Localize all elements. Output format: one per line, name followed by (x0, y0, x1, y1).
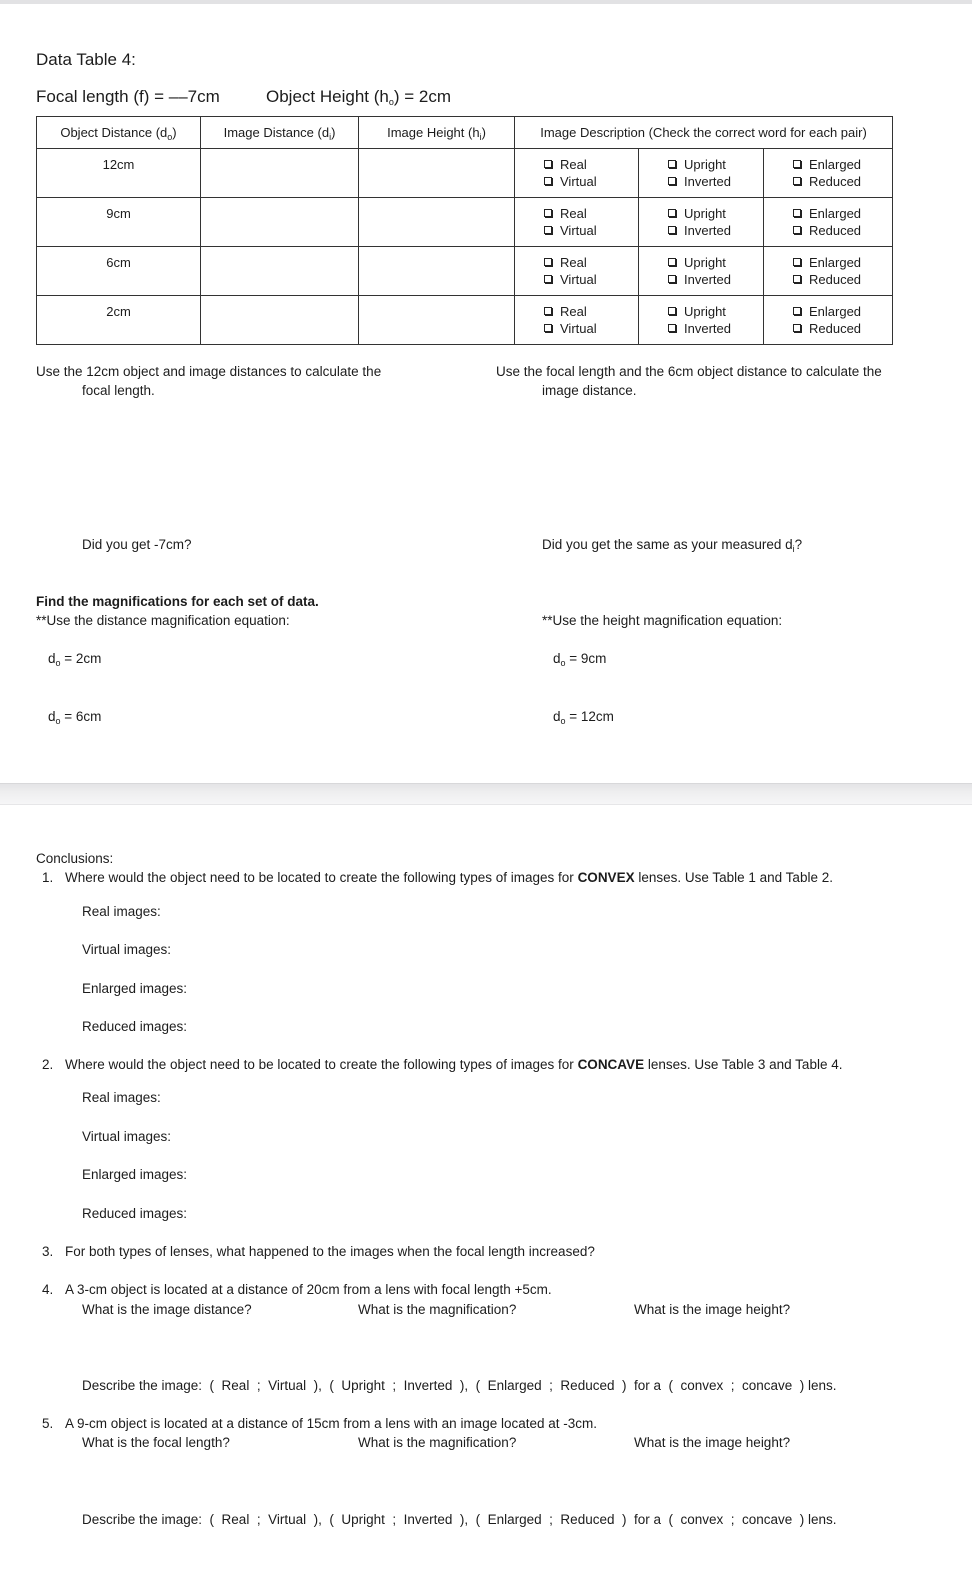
checkbox-label: Upright (684, 157, 726, 172)
check-right: Did you get the same as your measured $d_i$? (542, 537, 803, 554)
table-row (37, 198, 893, 247)
q2-enlarged-images: Enlarged images: (82, 1167, 188, 1182)
checkbox-icon[interactable] (544, 226, 552, 234)
description-cell-pair2 (639, 247, 764, 296)
object-distance-cell: 2cm (37, 296, 201, 345)
image-distance-cell[interactable] (201, 296, 359, 345)
checkbox-label: Real (560, 304, 587, 319)
q5-number: 5. (42, 1416, 54, 1431)
checkbox-icon[interactable] (544, 209, 552, 217)
checkbox-icon[interactable] (668, 177, 676, 185)
description-cell-pair3 (764, 149, 893, 198)
description-cell-pair2 (639, 296, 764, 345)
checkbox-icon[interactable] (544, 160, 552, 168)
description-cell-pair1 (515, 296, 639, 345)
header-object-distance: Object Distance $(d_o)$ (37, 117, 201, 149)
focal-length-label: Focal length (f) = ––7cm (36, 87, 220, 106)
data-table-4 (36, 116, 893, 345)
q2-number: 2. (42, 1057, 54, 1072)
checkbox-label: Enlarged (809, 304, 862, 319)
checkbox-label: Real (560, 255, 587, 270)
checkbox-icon[interactable] (668, 160, 676, 168)
checkbox-icon[interactable] (544, 258, 552, 266)
checkbox-label: Virtual (560, 223, 597, 238)
checkbox-option[interactable] (544, 222, 638, 239)
checkbox-icon[interactable] (668, 275, 676, 283)
checkbox-icon[interactable] (668, 307, 676, 315)
focal-length-value: ––7cm (168, 87, 220, 106)
checkbox-icon[interactable] (793, 258, 801, 266)
checkbox-icon[interactable] (793, 307, 801, 315)
q2-real-images: Real images: (82, 1090, 161, 1105)
checkbox-icon[interactable] (793, 209, 801, 217)
checkbox-label: Upright (684, 206, 726, 221)
checkbox-option[interactable] (544, 205, 638, 222)
q5-focal-length: What is the focal length? (82, 1435, 230, 1450)
checkbox-option[interactable] (544, 254, 638, 271)
checkbox-option[interactable] (544, 320, 638, 337)
checkbox-label: Enlarged (809, 255, 862, 270)
image-height-cell[interactable] (359, 296, 515, 345)
checkbox-label: Inverted (684, 272, 731, 287)
mag-left-do-6: $d_o = 6cm$ (48, 709, 102, 726)
calc-right-line1: Use the focal length and the 6cm object distance to calculate the (496, 364, 882, 379)
checkbox-option[interactable] (544, 303, 638, 320)
description-cell-pair2 (639, 149, 764, 198)
check-left: Did you get -7cm? (82, 537, 192, 552)
checkbox-icon[interactable] (793, 324, 801, 332)
table-row (37, 149, 893, 198)
checkbox-icon[interactable] (793, 275, 801, 283)
q2-text: Where would the object need to be located to create the following types of images for CONCAVE lenses. Use Table 3 and Table 4. (65, 1057, 843, 1072)
checkbox-icon[interactable] (544, 324, 552, 332)
description-cell-pair3 (764, 198, 893, 247)
checkbox-icon[interactable] (668, 324, 676, 332)
q3-number: 3. (42, 1244, 54, 1259)
description-cell-pair3 (764, 296, 893, 345)
checkbox-icon[interactable] (668, 226, 676, 234)
q5-magnification: What is the magnification? (358, 1435, 517, 1450)
checkbox-option[interactable] (793, 156, 892, 173)
q5-image-height: What is the image height? (634, 1435, 791, 1450)
q3-text: For both types of lenses, what happened to the images when the focal length increased? (65, 1244, 595, 1259)
q4-describe-image: Describe the image: ( Real ; Virtual ), ( Upright ; Inverted ), ( Enlarged ; Reduced ) for a ( convex ; concave ) lens. (82, 1378, 837, 1393)
q4-magnification: What is the magnification? (358, 1302, 517, 1317)
checkbox-label: Virtual (560, 272, 597, 287)
checkbox-option[interactable] (793, 205, 892, 222)
image-height-cell[interactable] (359, 247, 515, 296)
checkbox-option[interactable] (793, 222, 892, 239)
checkbox-option[interactable] (668, 320, 763, 337)
q2-virtual-images: Virtual images: (82, 1129, 172, 1144)
checkbox-label: Real (560, 157, 587, 172)
q4-number: 4. (42, 1282, 54, 1297)
q5-text: A 9-cm object is located at a distance of 15cm from a lens with an image located at -3cm. (65, 1416, 598, 1431)
top-border (0, 0, 972, 4)
page-break (0, 783, 972, 805)
checkbox-label: Enlarged (809, 157, 862, 172)
checkbox-label: Reduced (809, 174, 862, 189)
checkbox-option[interactable] (793, 254, 892, 271)
checkbox-icon[interactable] (793, 226, 801, 234)
image-distance-cell[interactable] (201, 247, 359, 296)
description-cell-pair3 (764, 247, 893, 296)
checkbox-option[interactable] (544, 156, 638, 173)
magnification-right-instruction: **Use the height magnification equation: (542, 613, 783, 628)
checkbox-label: Enlarged (809, 206, 862, 221)
checkbox-label: Inverted (684, 321, 731, 336)
description-cell-pair2 (639, 198, 764, 247)
image-distance-cell[interactable] (201, 198, 359, 247)
checkbox-label: Reduced (809, 321, 862, 336)
checkbox-icon[interactable] (668, 258, 676, 266)
description-cell-pair1 (515, 149, 639, 198)
checkbox-option[interactable] (544, 271, 638, 288)
q1-enlarged-images: Enlarged images: (82, 981, 188, 996)
q5-describe-image: Describe the image: ( Real ; Virtual ), ( Upright ; Inverted ), ( Enlarged ; Reduced ) for a ( convex ; concave ) lens. (82, 1512, 837, 1527)
image-height-cell[interactable] (359, 198, 515, 247)
checkbox-label: Reduced (809, 223, 862, 238)
mag-right-do-9: $d_o = 9cm$ (553, 651, 607, 668)
mag-right-do-12: $d_o = 12cm$ (553, 709, 614, 726)
checkbox-label: Virtual (560, 321, 597, 336)
header-image-height: Image Height $(h_i)$ (359, 117, 515, 149)
checkbox-option[interactable] (793, 173, 892, 190)
checkbox-icon[interactable] (793, 160, 801, 168)
description-cell-pair1 (515, 247, 639, 296)
header-image-description: Image Description (Check the correct word for each pair) (515, 117, 893, 149)
checkbox-label: Real (560, 206, 587, 221)
mag-left-do-2: $d_o = 2cm$ (48, 651, 102, 668)
checkbox-label: Upright (684, 255, 726, 270)
checkbox-label: Virtual (560, 174, 597, 189)
checkbox-icon[interactable] (544, 307, 552, 315)
object-distance-cell: 6cm (37, 247, 201, 296)
q1-number: 1. (42, 870, 54, 885)
conclusions-title: Conclusions: (36, 851, 114, 866)
magnification-heading: Find the magnifications for each set of data. (36, 594, 319, 609)
table-row (37, 296, 893, 345)
object-distance-cell: 12cm (37, 149, 201, 198)
calc-left-line1: Use the 12cm object and image distances to calculate the (36, 364, 382, 379)
checkbox-option[interactable] (668, 222, 763, 239)
checkbox-label: Inverted (684, 223, 731, 238)
description-cell-pair1 (515, 198, 639, 247)
calc-right-line2: image distance. (542, 383, 637, 398)
checkbox-icon[interactable] (793, 177, 801, 185)
checkbox-icon[interactable] (668, 209, 676, 217)
object-height-label: Object Height $(h_o) = 2cm$ (266, 87, 452, 107)
q2-reduced-images: Reduced images: (82, 1206, 188, 1221)
header-image-distance: Image Distance $(d_i)$ (201, 117, 359, 149)
q1-real-images: Real images: (82, 904, 161, 919)
q1-text: Where would the object need to be located to create the following types of images for CONVEX lenses. Use Table 1 and Table 2. (65, 870, 833, 885)
image-height-cell[interactable] (359, 149, 515, 198)
checkbox-label: Reduced (809, 272, 862, 287)
checkbox-option[interactable] (793, 303, 892, 320)
object-distance-cell: 9cm (37, 198, 201, 247)
checkbox-icon[interactable] (544, 177, 552, 185)
checkbox-label: Upright (684, 304, 726, 319)
image-distance-cell[interactable] (201, 149, 359, 198)
checkbox-label: Inverted (684, 174, 731, 189)
checkbox-option[interactable] (793, 320, 892, 337)
q1-virtual-images: Virtual images: (82, 942, 172, 957)
checkbox-option[interactable] (544, 173, 638, 190)
checkbox-option[interactable] (668, 303, 763, 320)
page-title: Data Table 4: (36, 50, 136, 69)
q4-image-distance: What is the image distance? (82, 1302, 252, 1317)
checkbox-option[interactable] (668, 173, 763, 190)
checkbox-option[interactable] (668, 254, 763, 271)
q4-image-height: What is the image height? (634, 1302, 791, 1317)
checkbox-option[interactable] (793, 271, 892, 288)
q4-text: A 3-cm object is located at a distance of 20cm from a lens with focal length +5cm. (65, 1282, 552, 1297)
magnification-left-instruction: **Use the distance magnification equation: (36, 613, 290, 628)
checkbox-option[interactable] (668, 205, 763, 222)
checkbox-option[interactable] (668, 156, 763, 173)
table-row (37, 247, 893, 296)
checkbox-icon[interactable] (544, 275, 552, 283)
q1-reduced-images: Reduced images: (82, 1019, 188, 1034)
calc-left-line2: focal length. (82, 383, 155, 398)
checkbox-option[interactable] (668, 271, 763, 288)
